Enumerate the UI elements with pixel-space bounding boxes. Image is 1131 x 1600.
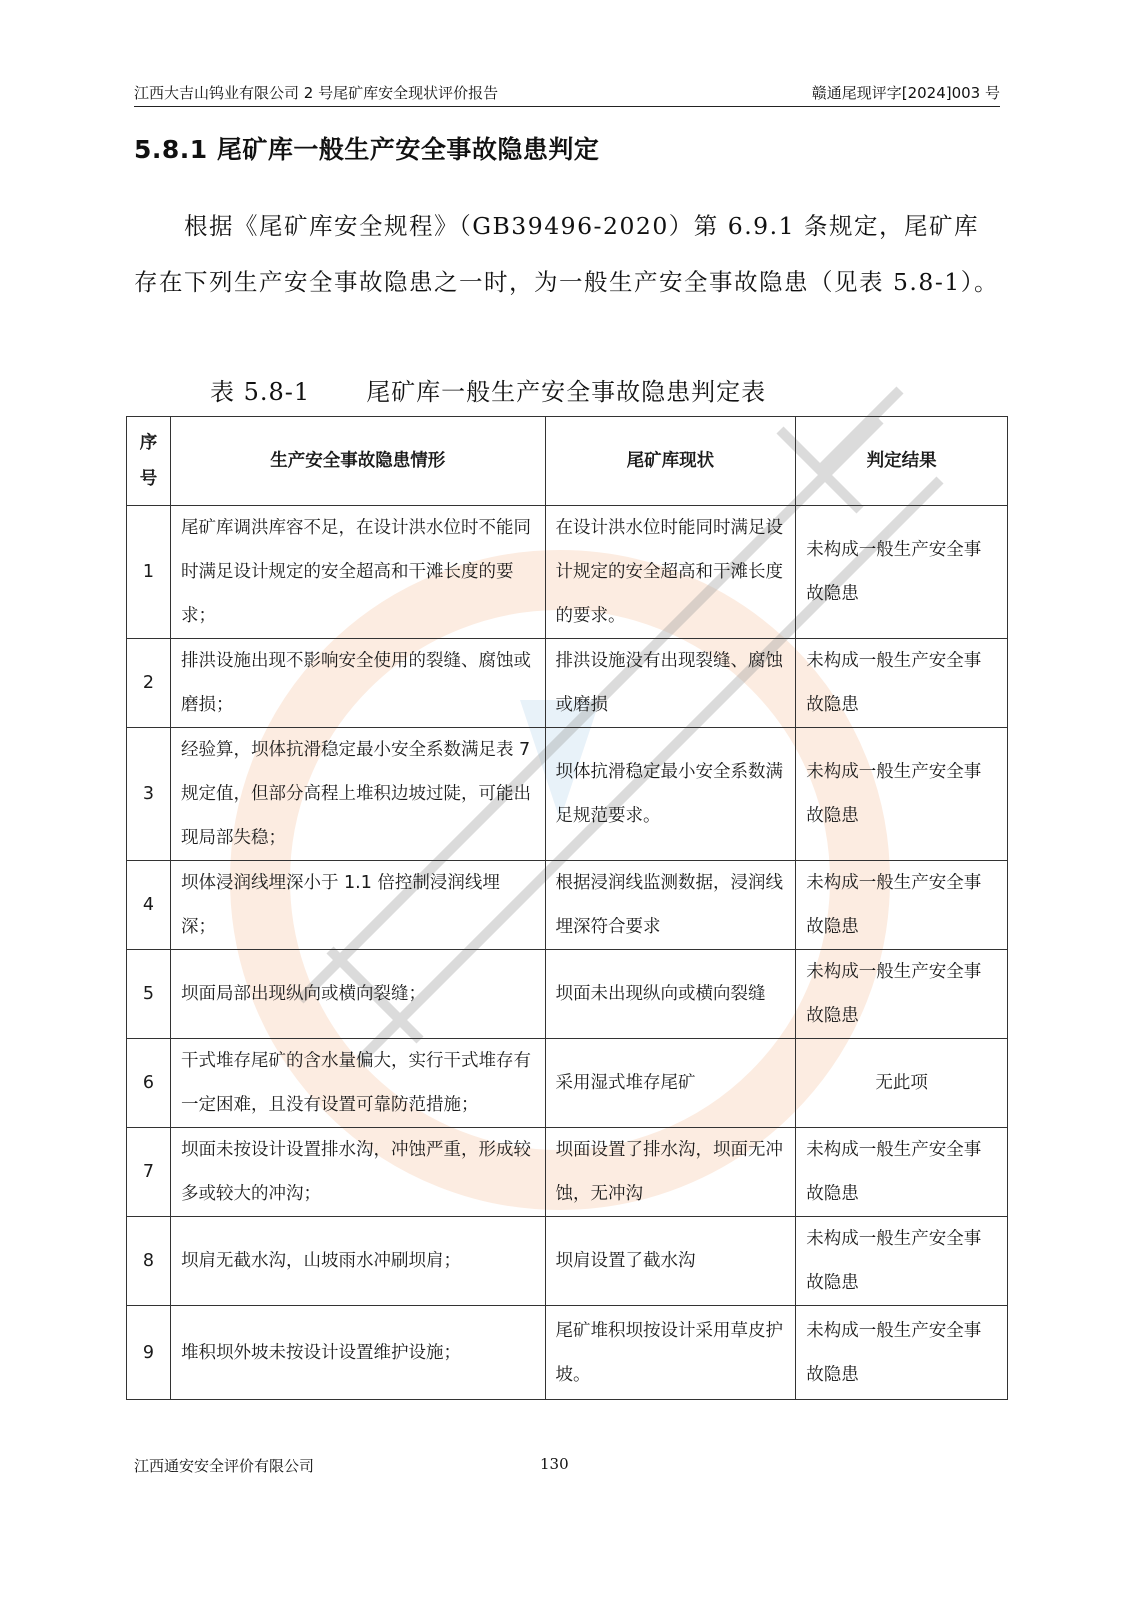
- table-row: [127, 1039, 1008, 1128]
- row-status: 坝面未出现纵向或横向裂缝: [545, 950, 796, 1039]
- row-seq: 9: [127, 1306, 171, 1400]
- row-situation: 坝体浸润线埋深小于 1.1 倍控制浸润线埋深；: [170, 861, 545, 950]
- table-row: [127, 1128, 1008, 1217]
- row-situation: 堆积坝外坡未按设计设置维护设施；: [170, 1306, 545, 1400]
- row-situation: 坝肩无截水沟，山坡雨水冲刷坝肩；: [170, 1217, 545, 1306]
- table-row: [127, 506, 1008, 639]
- row-seq: 7: [127, 1128, 171, 1217]
- row-seq: 4: [127, 861, 171, 950]
- table-row: [127, 639, 1008, 728]
- header-status: 尾矿库现状: [545, 417, 796, 506]
- row-seq: 5: [127, 950, 171, 1039]
- row-status: 尾矿堆积坝按设计采用草皮护坡。: [545, 1306, 796, 1400]
- row-result: 未构成一般生产安全事故隐患: [796, 861, 1008, 950]
- row-situation: 经验算，坝体抗滑稳定最小安全系数满足表 7 规定值，但部分高程上堆积边坡过陡，可能出现局部失稳；: [170, 728, 545, 861]
- row-result: 未构成一般生产安全事故隐患: [796, 1217, 1008, 1306]
- header-seq-line-1: 序: [139, 433, 158, 453]
- table-row: [127, 950, 1008, 1039]
- row-result: 未构成一般生产安全事故隐患: [796, 950, 1008, 1039]
- row-status: 根据浸润线监测数据，浸润线埋深符合要求: [545, 861, 796, 950]
- row-status: 坝肩设置了截水沟: [545, 1217, 796, 1306]
- row-status: 坝体抗滑稳定最小安全系数满足规范要求。: [545, 728, 796, 861]
- header-result: 判定结果: [796, 417, 1008, 506]
- table-row: [127, 728, 1008, 861]
- row-situation: 坝面未按设计设置排水沟，冲蚀严重，形成较多或较大的冲沟；: [170, 1128, 545, 1217]
- row-seq: 2: [127, 639, 171, 728]
- row-situation: 干式堆存尾矿的含水量偏大，实行干式堆存有一定困难，且没有设置可靠防范措施；: [170, 1039, 545, 1128]
- row-result: 未构成一般生产安全事故隐患: [796, 506, 1008, 639]
- page-number: 130: [540, 1455, 569, 1473]
- row-situation: 坝面局部出现纵向或横向裂缝；: [170, 950, 545, 1039]
- header-report-title: 江西大吉山钨业有限公司 2 号尾矿库安全现状评价报告: [134, 84, 499, 102]
- header-seq: [127, 417, 171, 506]
- page-header: [134, 80, 1000, 107]
- table-row: [127, 861, 1008, 950]
- row-seq: 8: [127, 1217, 171, 1306]
- section-title: 5.8.1 尾矿库一般生产安全事故隐患判定: [134, 135, 600, 164]
- body-paragraph: 根据《尾矿库安全规程》（GB39496-2020）第 6.9.1 条规定，尾矿库存在下列生产安全事故隐患之一时，为一般生产安全事故隐患（见表 5.8-1）。: [134, 212, 999, 296]
- header-situation: 生产安全事故隐患情形: [170, 417, 545, 506]
- row-situation: 尾矿库调洪库容不足，在设计洪水位时不能同时满足设计规定的安全超高和干滩长度的要求；: [170, 506, 545, 639]
- table-caption-number: 表 5.8-1: [210, 378, 311, 406]
- table-header-row: [127, 417, 1008, 506]
- row-result: 未构成一般生产安全事故隐患: [796, 1306, 1008, 1400]
- footer-company: 江西通安安全评价有限公司: [134, 1457, 315, 1475]
- hazard-judgment-table: [126, 416, 1008, 1400]
- row-seq: 3: [127, 728, 171, 861]
- row-status: 排洪设施没有出现裂缝、腐蚀或磨损: [545, 639, 796, 728]
- row-status: 采用湿式堆存尾矿: [545, 1039, 796, 1128]
- row-situation: 排洪设施出现不影响安全使用的裂缝、腐蚀或磨损；: [170, 639, 545, 728]
- row-status: 在设计洪水位时能同时满足设计规定的安全超高和干滩长度的要求。: [545, 506, 796, 639]
- row-status: 坝面设置了排水沟，坝面无冲蚀，无冲沟: [545, 1128, 796, 1217]
- row-seq: 1: [127, 506, 171, 639]
- row-result: 未构成一般生产安全事故隐患: [796, 728, 1008, 861]
- table-row: [127, 1306, 1008, 1400]
- row-seq: 6: [127, 1039, 171, 1128]
- header-seq-line-2: 号: [139, 469, 158, 489]
- header-document-number: 赣通尾现评字[2024]003 号: [811, 84, 1000, 102]
- table-caption-title: 尾矿库一般生产安全事故隐患判定表: [366, 378, 767, 406]
- row-result: 未构成一般生产安全事故隐患: [796, 1128, 1008, 1217]
- table-row: [127, 1217, 1008, 1306]
- row-result: 未构成一般生产安全事故隐患: [796, 639, 1008, 728]
- table-caption: [210, 372, 766, 407]
- row-result: 无此项: [796, 1039, 1008, 1128]
